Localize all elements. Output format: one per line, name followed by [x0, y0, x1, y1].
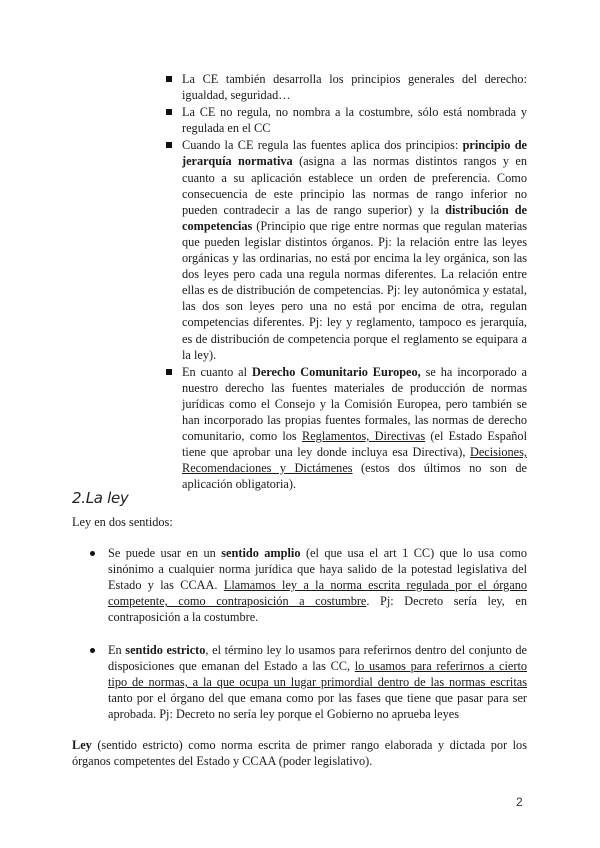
dot-bullet-list-1: [90, 545, 527, 625]
square-bullet-list: [166, 71, 527, 493]
bold-term: principio de jerarquía normativa: [182, 138, 527, 169]
section-heading: 2.La ley: [72, 489, 129, 507]
bullet-text: tanto por el órgano del que emana como por las fases que tiene que pasar para ser aprobada. Pj: Decreto no sería ley porque el Gobierno no aprueba leyes: [108, 691, 527, 722]
bullet-sentido-estricto: [90, 642, 527, 722]
bullet-text: se ha incorporado a nuestro derecho las fuentes materiales de producción de normas jurídicas como el Consejo y la Comisión Europea, pero también se han incorporado las propias fuentes formales, las normas de derecho comunitario, como los: [182, 364, 527, 444]
underlined-term: lo usamos para referirnos a cierto tipo de normas, a la que ocupa un lugar primordial dentro de las normas escritas: [108, 659, 528, 690]
bullet-text: , el término ley lo usamos para referirnos dentro del conjunto de disposiciones que emanan del Estado a las CC,: [108, 643, 527, 674]
bullet-text: Cuando la CE regula las fuentes aplica dos principios:: [182, 138, 463, 153]
bullet-text: (Principio que rige entre normas que regulan materias que pueden legislar distintos órganos. Pj: la relación entre las leyes orgánicas y las ordinarias, no está por encima la ley orgánica, son las dos leyes pero cada una regula normas diferentes. La relación entre ellas es de distribución de competencias. Pj: ley autonómica y estatal, las dos son leyes pero una no está por encima de otra, regulan competencias diferentes. Pj: ley y reglamento, tampoco es jerarquía, es de distribución de competencia porque el reglamento se equipara a la ley).: [182, 218, 527, 362]
bullet-text: (asigna a las normas distintos rangos y en cuanto a su aplicación establece un orden de preferencia. Como consecuencia de este principio las normas de rango inferior no pueden contradecir a las de rango superior) y la: [182, 154, 527, 217]
bullet-text: Se puede usar en un: [108, 546, 222, 560]
definition-paragraph: [72, 737, 527, 769]
bold-term: sentido amplio: [221, 546, 301, 560]
paragraph-text: (sentido estricto) como norma escrita de primer rango elaborada y dictada por los órganos competentes del Estado y CCAA (poder legislativo).: [72, 738, 527, 769]
underlined-term: Reglamentos, Directivas: [302, 429, 426, 444]
bold-term: distribución de competencias: [182, 202, 527, 233]
bullet-derecho-comunitario: [166, 364, 527, 493]
bold-term: sentido estricto: [125, 643, 206, 657]
bullet-text: En cuanto al: [182, 364, 252, 379]
bullet-sentido-amplio: [90, 545, 527, 625]
bullet-text: (el Estado Español tiene que aprobar una ley donde incluya esa Directiva),: [182, 429, 528, 460]
underlined-term: Decisiones, Recomendaciones y Dictámenes: [182, 445, 527, 476]
bullet-text: (el que usa el art 1 CC) que lo usa como sinónimo a cualquier norma jurídica que haya salido de la potestad legislativa del Estado y las CCAA.: [108, 546, 527, 593]
bold-term: Derecho Comunitario Europeo,: [251, 364, 421, 379]
section-intro: Ley en dos sentidos:: [72, 515, 173, 529]
bullet-principios-fuentes: [166, 137, 527, 362]
bullet-text: (estos dos últimos no son de aplicación obligatoria).: [182, 461, 527, 492]
bullet-text: La CE también desarrolla los principios generales del derecho: igualdad, seguridad…: [182, 72, 527, 103]
dot-bullet-list-2: [90, 642, 527, 722]
bold-term: Ley: [72, 738, 92, 752]
bullet-principios-generales: [166, 71, 527, 103]
bullet-text: La CE no regula, no nombra a la costumbre, sólo está nombrada y regulada en el CC: [182, 105, 527, 136]
bullet-costumbre: [166, 104, 527, 136]
page-number: 2: [516, 795, 523, 809]
underlined-term: Llamamos ley a la norma escrita regulada por el órgano competente, como contraposición a costumbre: [108, 578, 527, 609]
bullet-text: En: [108, 643, 126, 657]
bullet-text: . Pj: Decreto sería ley, en contraposición a la costumbre.: [108, 594, 527, 625]
